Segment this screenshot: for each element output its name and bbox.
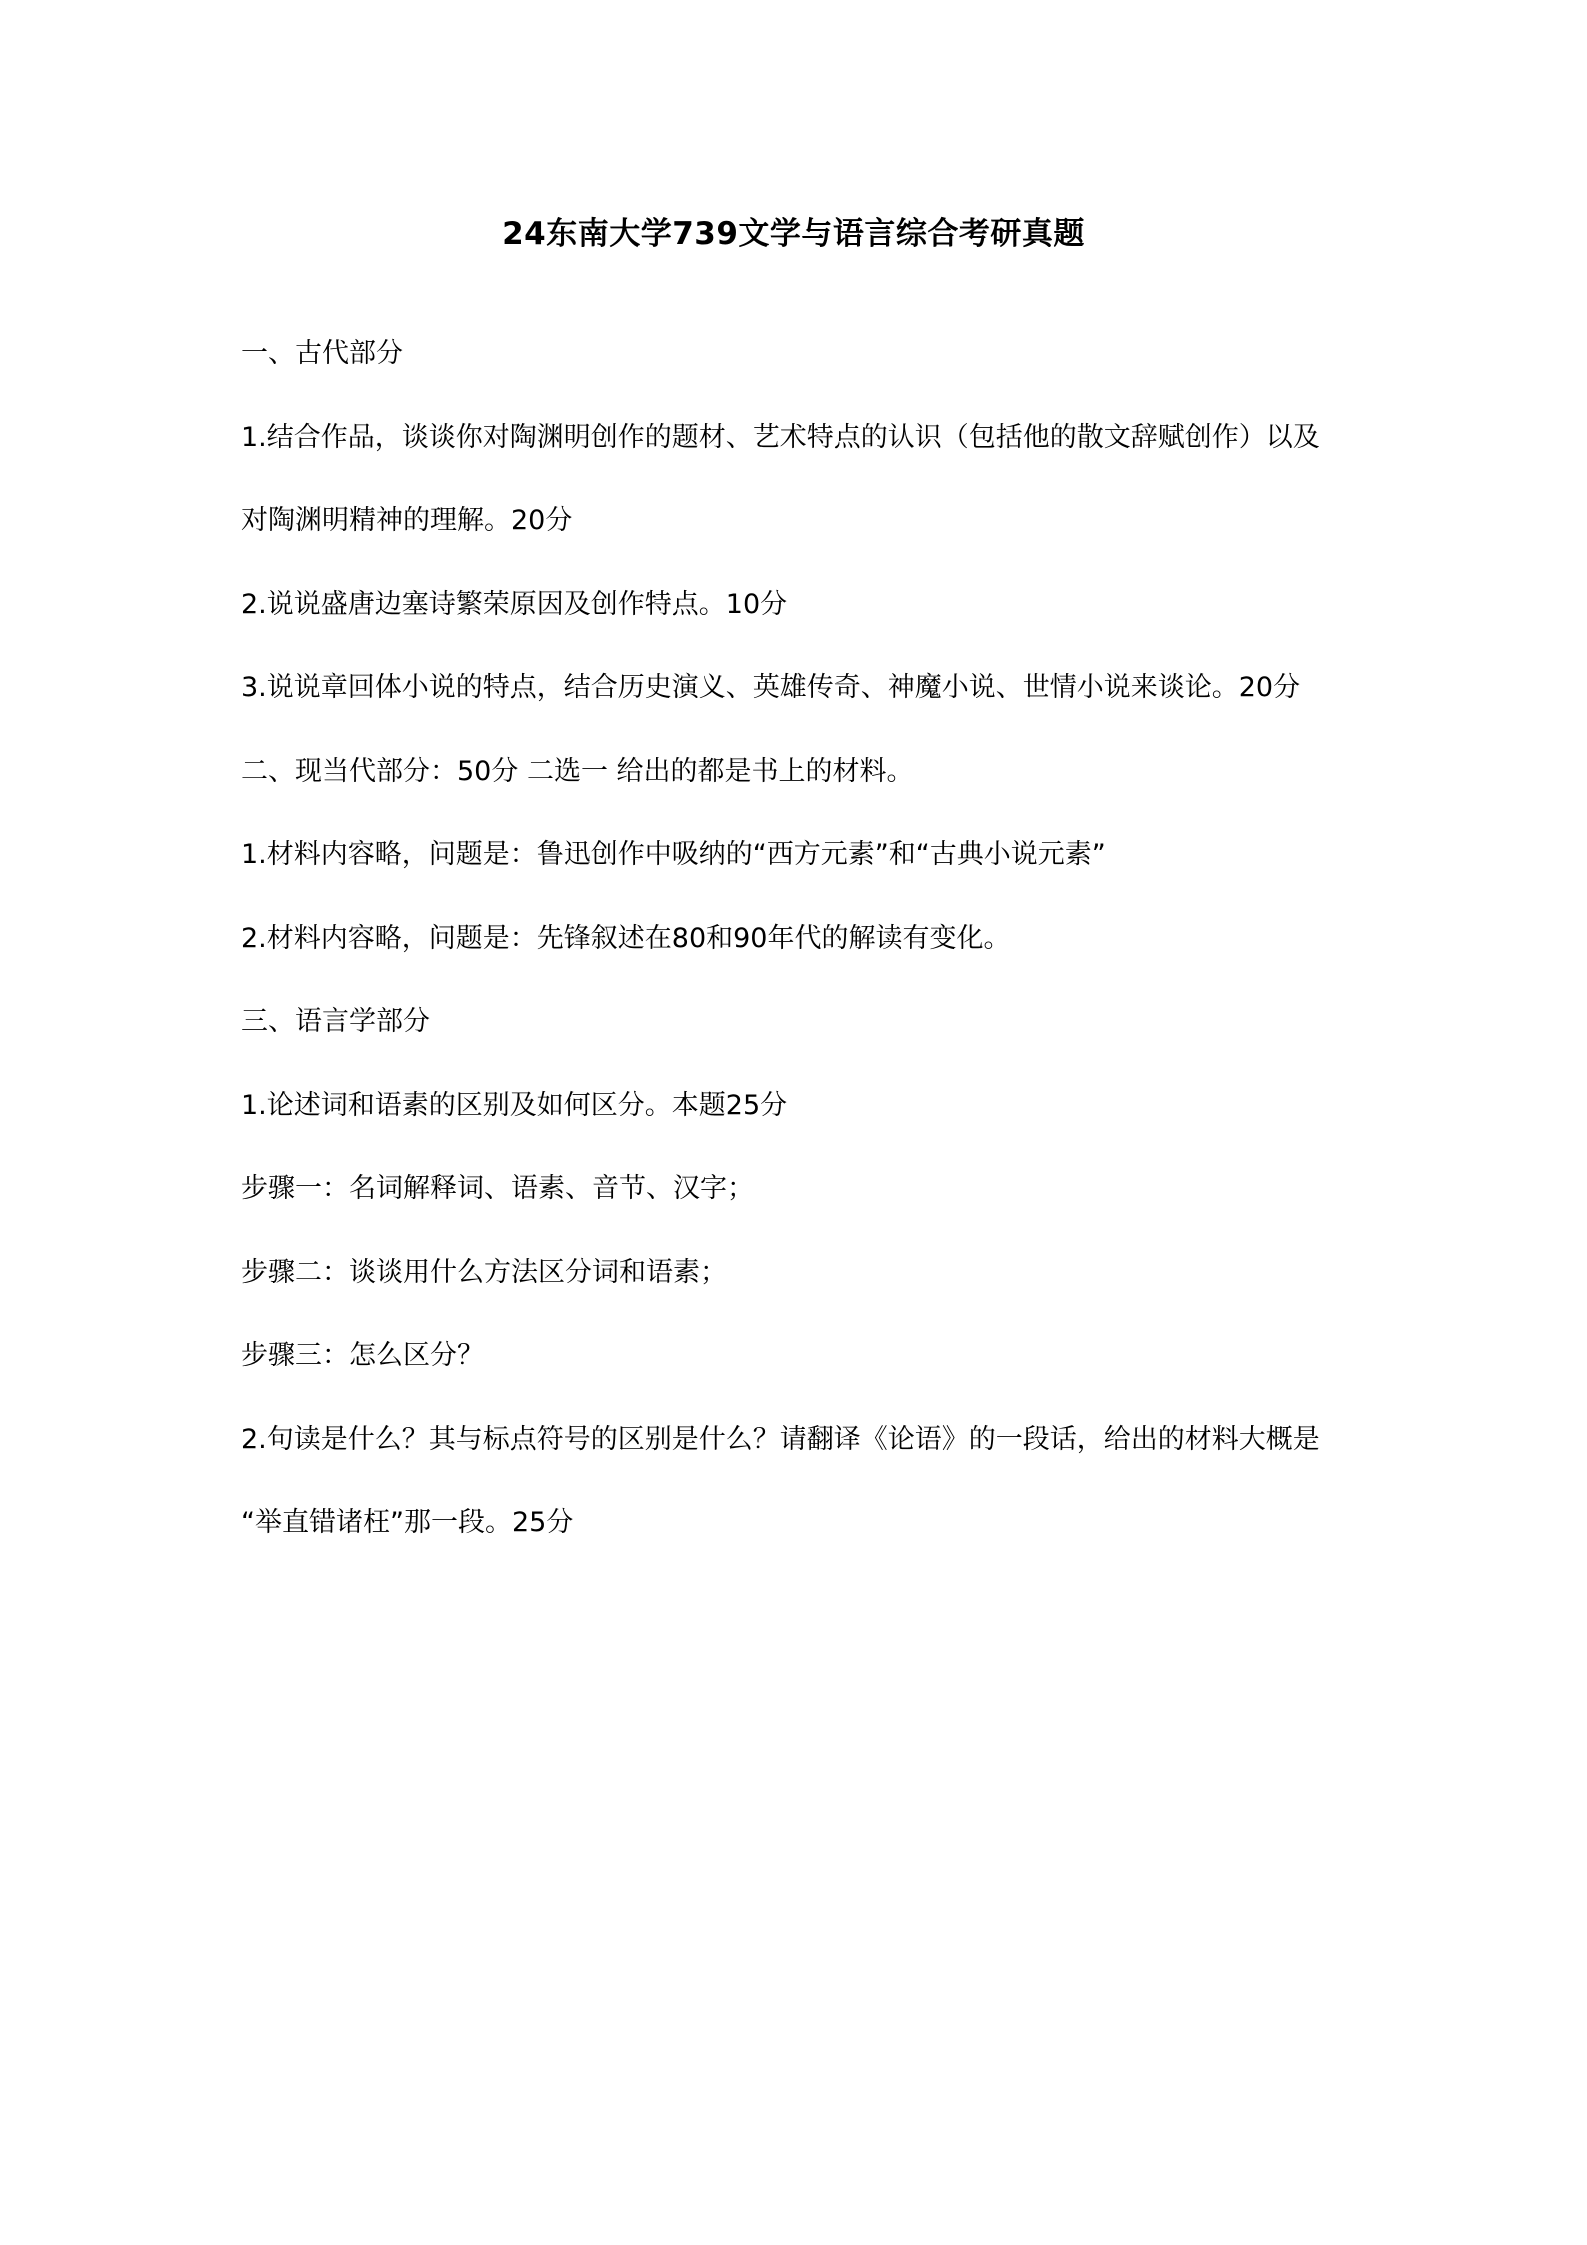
step-text: 步骤三：怎么区分？ xyxy=(241,1340,484,1371)
question-text: 2.句读是什么？其与标点符号的区别是什么？请翻译《论语》的一段话，给出的材料大概是 xyxy=(241,1423,1320,1455)
question-text: 3.说说章回体小说的特点，结合历史演义、英雄传奇、神魔小说、世情小说来谈论。20分 xyxy=(241,672,1301,703)
document-body xyxy=(241,330,1366,1583)
question-text: 1.结合作品，谈谈你对陶渊明创作的题材、艺术特点的认识（包括他的散文辞赋创作）以及 xyxy=(241,421,1320,453)
step-text: 步骤二：谈谈用什么方法区分词和语素； xyxy=(241,1256,727,1288)
document-title: 24东南大学739文学与语言综合考研真题 xyxy=(502,216,1085,252)
question-text: 1.材料内容略，问题是：鲁迅创作中吸纳的“西方元素”和“古典小说元素” xyxy=(241,839,1106,870)
question-text-continued: 对陶渊明精神的理解。20分 xyxy=(241,505,573,536)
question-text-continued: “举直错诸枉”那一段。25分 xyxy=(241,1507,574,1538)
question-text: 1.论述词和语素的区别及如何区分。本题25分 xyxy=(241,1089,788,1121)
question-text: 2.说说盛唐边塞诗繁荣原因及创作特点。10分 xyxy=(241,588,788,620)
step-text: 步骤一：名词解释词、语素、音节、汉字； xyxy=(241,1173,754,1204)
section-heading-linguistics: 三、语言学部分 xyxy=(241,1006,430,1037)
question-text: 2.材料内容略，问题是：先锋叙述在80和90年代的解读有变化。 xyxy=(241,922,1011,954)
section-heading-ancient: 一、古代部分 xyxy=(241,338,403,369)
section-heading-modern: 二、现当代部分：50分 二选一 给出的都是书上的材料。 xyxy=(241,755,914,787)
